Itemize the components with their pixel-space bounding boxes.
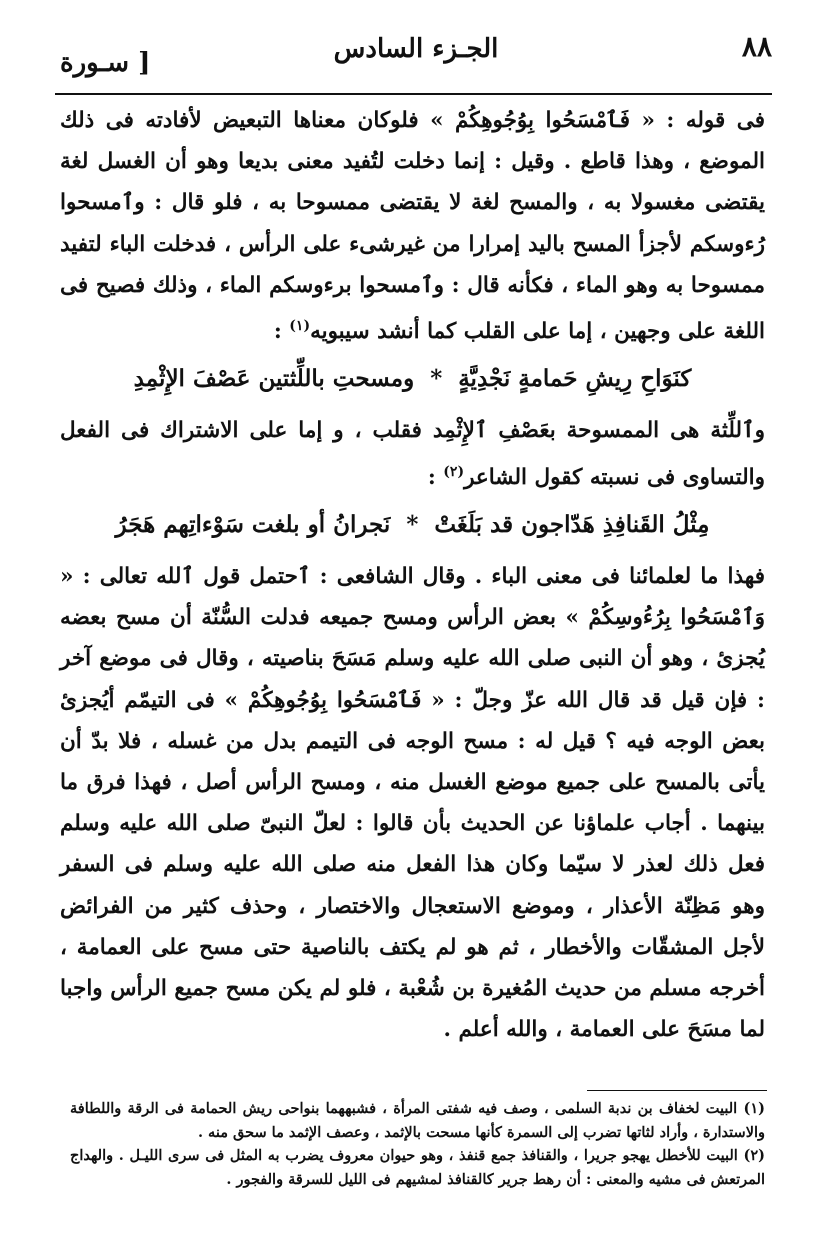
header-rule bbox=[55, 93, 772, 95]
paragraph-2-tail: : bbox=[427, 464, 444, 490]
footnote-1: (١) البيت لخفاف بن ندبة السلمى ، وصف فيه شفتى المرأة ، فشبههما بنواحى ريش الحمامة فى الرقة واللطافة والاستدارة ، وأراد لثاتها تضرب إلى السمرة كأنها مسحت بالإثمد ، وعصف الإثمد ما سحق منه . bbox=[70, 1100, 765, 1141]
verse-1-first-hemistich: كنَوَاحِ رِيشِ حَمامةٍ نَجْدِيَّةٍ bbox=[458, 365, 692, 393]
footnote-ref-1: (١) bbox=[289, 318, 311, 335]
verse-2 bbox=[60, 502, 765, 548]
paragraph-1-text: فى قوله : « فَٱمْسَحُوا بِوُجُوهِكُمْ » فلوكان معناها التبعيض لأفادته فى ذلك الموضع ، وهذا قاطع . وقيل : إنما دخلت لتُفيد معنى بديعا وهو أن الغسل لغة يقتضى مغسولا به ، والمسح لغة لا يقتضى ممسوحا به ، فلو قال : وٱمسحوا رُءوسكم لأجزأ المسح باليد إمرارا من غيرشىء على الرأس ، فدخلت الباء لتفيد ممسوحا به وهو الماء ، فكأنه قال : وٱمسحوا برءوسكم الماء ، وذلك فصيح فى اللغة على وجهين ، إما على القلب كما أنشد سيبويه bbox=[60, 108, 765, 345]
verse-2-first-hemistich: مِثْلُ القَنافِذِ هَدّاجون قد بَلَغَتْ bbox=[434, 510, 710, 538]
paragraph-3: فهذا ما لعلمائنا فى معنى الباء . وقال الشافعى : ٱحتمل قول ٱلله تعالى : « وَٱمْسَحُوا بِرُءُوسِكُمْ » بعض الرأس ومسح جميعه فدلت السُّنّة أن مسح بعضه يُجزئ ، وهو أن النبى صلى الله عليه وسلم مَسَحَ بناصيته ، وقال فى موضع آخر : فإن قيل قد قال الله عزّ وجلّ : « فَٱمْسَحُوا بِوُجُوهِكُمْ » فى التيمّم أيُجزئ بعض الوجه فيه ؟ قيل له : مسح الوجه فى التيمم بدل من غسله ، فلا بدّ أن يأتى بالمسح على جميع موضع الغسل منه ، ومسح الرأس أصل ، فهذا فرق ما بينهما . أجاب علماؤنا عن الحديث بأن قالوا : لعلّ النبىّ صلى الله عليه وسلم فعل ذلك لعذر لا سيّما وكان هذا الفعل منه صلى الله عليه وسلم فى السفر وهو مَظِنّة الأعذار ، وموضع الاستعجال والاختصار ، وحذف كثير من الفرائض لأجل المشقّات والأخطار ، ثم هو لم يكتف بالناصية حتى مسح على العمامة ، أخرجه مسلم من حديث المُغيرة بن شُعْبة ، فلو لم يكن مسح جميع الرأس واجبا لما مسَحَ على العمامة ، والله أعلم . bbox=[60, 563, 765, 1043]
paragraph-2 bbox=[60, 410, 765, 498]
verse-2-separator: * bbox=[406, 510, 419, 538]
verse-1-second-hemistich: ومسحتِ باللِّثتين عَصْفَ الإِثْمِدِ bbox=[133, 365, 415, 393]
footnote-ref-2: (٢) bbox=[443, 463, 465, 480]
main-text bbox=[60, 100, 765, 1050]
verse-2-second-hemistich: نَجرانُ أو بلغت سَوْءاتِهم هَجَرُ bbox=[115, 510, 391, 538]
footnotes bbox=[70, 1097, 765, 1191]
surah-label: [ سـورة bbox=[60, 48, 151, 78]
paragraph-1 bbox=[60, 100, 765, 352]
paragraph-1-tail: : bbox=[273, 319, 290, 345]
verse-1-separator: * bbox=[430, 365, 443, 393]
footnote-2: (٢) البيت للأخطل يهجو جريرا ، والقنافذ جمع قنفذ ، وهو حيوان معروف يضرب به المثل فى سرى الليـل . والهداج المرتعش فى مشيه والمعنى : أن رهط جرير كالقنافذ لمشيهم فى الليل للسرقة والفجور . bbox=[70, 1147, 765, 1188]
running-head: الجـزء السادس bbox=[333, 34, 499, 64]
page-header bbox=[60, 30, 772, 92]
footnote-rule bbox=[587, 1090, 767, 1091]
paragraph-2-text: وٱللِّثة هى الممسوحة بعَصْفِ ٱلإِثْمِد فقلب ، و إما على الاشتراك فى الفعل والتساوى فى نسبته كقول الشاعر bbox=[60, 418, 765, 490]
verse-1 bbox=[60, 356, 765, 402]
page-number: ٨٨ bbox=[741, 30, 772, 63]
